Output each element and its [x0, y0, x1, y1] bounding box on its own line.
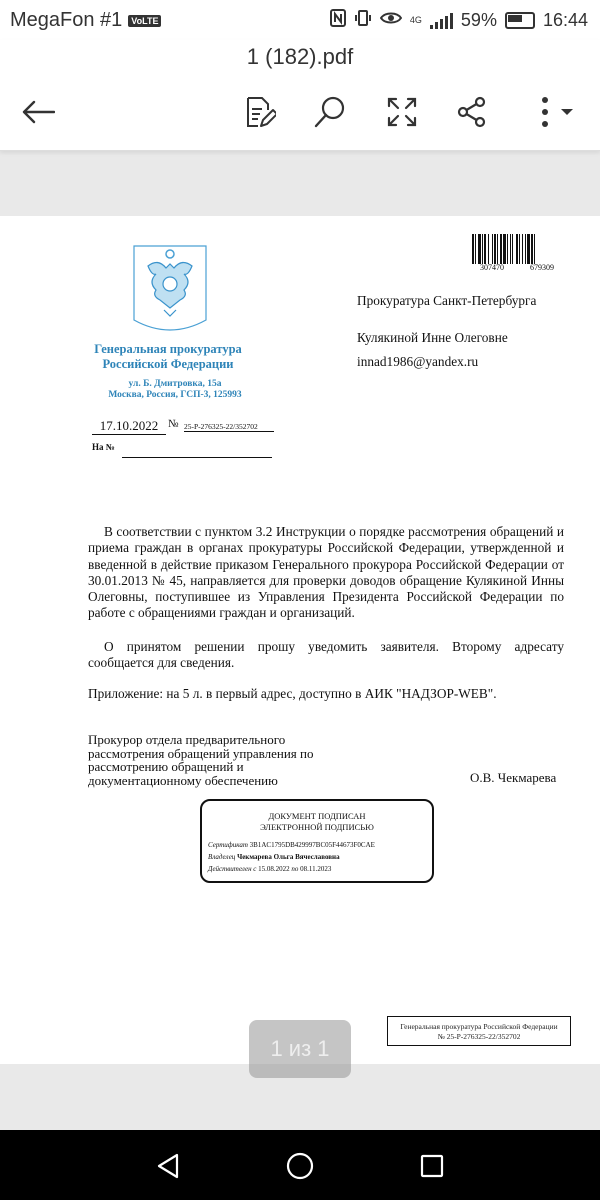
back-triangle-icon [156, 1152, 180, 1180]
barcode-bar [522, 234, 523, 264]
barcode-bars [472, 234, 564, 264]
barcode-right-number: 679309 [530, 263, 554, 272]
stamp-title-line2: ЭЛЕКТРОННОЙ ПОДПИСЬЮ [260, 822, 374, 832]
reply-to-line [122, 457, 272, 458]
stamp-cert-label: Сертификат [208, 841, 248, 849]
signer-title [88, 733, 313, 787]
status-bar [0, 0, 600, 40]
stamp-valid-to: 08.11.2023 [300, 865, 332, 873]
barcode-bar [492, 234, 493, 264]
status-left [10, 9, 161, 32]
recipient-org: Прокуратура Санкт-Петербурга [357, 293, 537, 308]
org-name [88, 342, 248, 372]
org-name-line1: Генеральная прокуратура [94, 342, 242, 356]
body-paragraph-1: В соответствии с пунктом 3.2 Инструкции о порядке рассмотрения обращений и приема граждан в органах прокуратуры Российской Федерации, утвержденной и введенной в действие приказом Генерального прокурора Российской Федерации от 30.01.2013 № 45, направляется для проверки доводов обращение Кулякиной Инны Олеговны, поступившее из Управления Президента Российской Федерации по работе с обращениями граждан и организаций. [88, 524, 564, 621]
barcode-bar [534, 234, 535, 264]
coat-of-arms-icon [88, 242, 244, 340]
reply-to-label: На № [92, 442, 115, 452]
recents-square-icon [419, 1153, 445, 1179]
barcode-bar [478, 234, 481, 264]
doc-number: 25-Р-276325-22/352702 [184, 422, 274, 432]
stamp-title-line1: ДОКУМЕНТ ПОДПИСАН [268, 811, 366, 821]
e-signature-stamp [200, 799, 434, 883]
doc-date: 17.10.2022 [92, 418, 166, 435]
volte-badge: VoLTE [128, 15, 161, 27]
nav-recents-button[interactable] [414, 1150, 450, 1182]
signer-title-line4: документационному обеспечению [88, 772, 278, 788]
attachment-note: Приложение: на 5 л. в первый адрес, доступно в АИК "НАДЗОР-WEB". [88, 686, 497, 701]
barcode-bar [497, 234, 498, 264]
nfc-icon [330, 9, 346, 32]
barcode-bar [482, 234, 483, 264]
vibrate-icon [354, 9, 372, 32]
carrier-name: MegaFon #1 [10, 9, 123, 31]
stamp-valid-row [208, 863, 375, 875]
registration-box [387, 1016, 571, 1046]
address-line2: Москва, Россия, ГСП-3, 125993 [108, 390, 242, 400]
nav-home-button[interactable] [282, 1150, 318, 1182]
barcode-bar [519, 234, 520, 264]
share-icon [456, 96, 488, 128]
recipient-name: Кулякиной Инне Олеговне [357, 330, 508, 345]
barcode-bar [475, 234, 476, 264]
fullscreen-button[interactable] [382, 92, 422, 132]
back-button[interactable] [18, 92, 58, 132]
status-right [330, 9, 588, 32]
signal-icon [430, 13, 453, 29]
emblem-frame [88, 242, 244, 340]
annotate-button[interactable] [240, 92, 280, 132]
barcode-bar [516, 234, 518, 264]
stamp-owner-row [208, 851, 375, 863]
barcode-bar [472, 234, 474, 264]
file-name: 1 (182).pdf [246, 44, 354, 69]
stamp-owner-label: Владелец [208, 853, 236, 861]
share-button[interactable] [452, 92, 492, 132]
pdf-page [0, 216, 600, 1064]
stamp-title [202, 811, 432, 833]
barcode-bar [507, 234, 508, 264]
clock: 16:44 [542, 10, 588, 30]
footer-org: Генеральная прокуратура Российской Федерации [400, 1022, 558, 1031]
barcode-bar [484, 234, 486, 264]
stamp-owner-value: Чекмарева Ольга Вячеславовна [237, 853, 340, 861]
barcode-bar [503, 234, 506, 264]
org-name-line2: Российской Федерации [102, 357, 234, 371]
org-address [100, 379, 250, 401]
barcode-bar [527, 234, 530, 264]
fullscreen-icon [386, 96, 418, 128]
network-type: 4G [409, 15, 422, 25]
barcode-bar [488, 234, 489, 264]
barcode-bar [512, 234, 513, 264]
page-indicator: 1 из 1 [249, 1020, 351, 1078]
back-arrow-icon [21, 100, 55, 124]
barcode-bar [500, 234, 502, 264]
stamp-details [208, 839, 375, 875]
footer-number: № 25-Р-276325-22/352702 [437, 1032, 521, 1041]
signer-name: О.В. Чекмарева [470, 770, 557, 785]
home-circle-icon [285, 1151, 315, 1181]
barcode-bar [525, 234, 526, 264]
body-paragraph-2: О принятом решении прошу уведомить заявителя. Второму адресату сообщается для сведения. [88, 639, 564, 671]
system-nav-bar [0, 1130, 600, 1200]
barcode-bar [510, 234, 511, 264]
eye-comfort-icon [380, 10, 402, 31]
address-line1: ул. Б. Дмитровка, 15а [128, 379, 222, 389]
battery-icon [505, 12, 535, 29]
search-icon [313, 95, 347, 129]
barcode-left-number: 307470 [480, 263, 504, 272]
barcode-bar [531, 234, 533, 264]
barcode-bar [494, 234, 496, 264]
stamp-valid-to-label: по [291, 865, 299, 873]
viewer-toolbar [0, 40, 600, 151]
search-button[interactable] [310, 92, 350, 132]
stamp-cert-value: 3B1AC1795DB429997BC05F44673F0CAE [249, 841, 375, 849]
number-sign: № [168, 418, 179, 430]
signer-title-line3: рассмотрению обращений и [88, 759, 244, 774]
signer-title-line2: рассмотрения обращений управления по [88, 745, 314, 761]
stamp-cert-row [208, 839, 375, 851]
battery-percent: 59% [460, 10, 497, 30]
more-button[interactable] [528, 92, 578, 132]
nav-back-button[interactable] [150, 1150, 186, 1182]
signer-title-line1: Прокурор отдела предварительного [88, 732, 286, 747]
stamp-valid-from: 15.08.2022 [258, 865, 290, 873]
recipient-email: innad1986@yandex.ru [357, 354, 479, 369]
edit-icon [244, 95, 276, 129]
stamp-valid-label: Действителен с [208, 865, 257, 873]
more-icon [531, 96, 575, 128]
